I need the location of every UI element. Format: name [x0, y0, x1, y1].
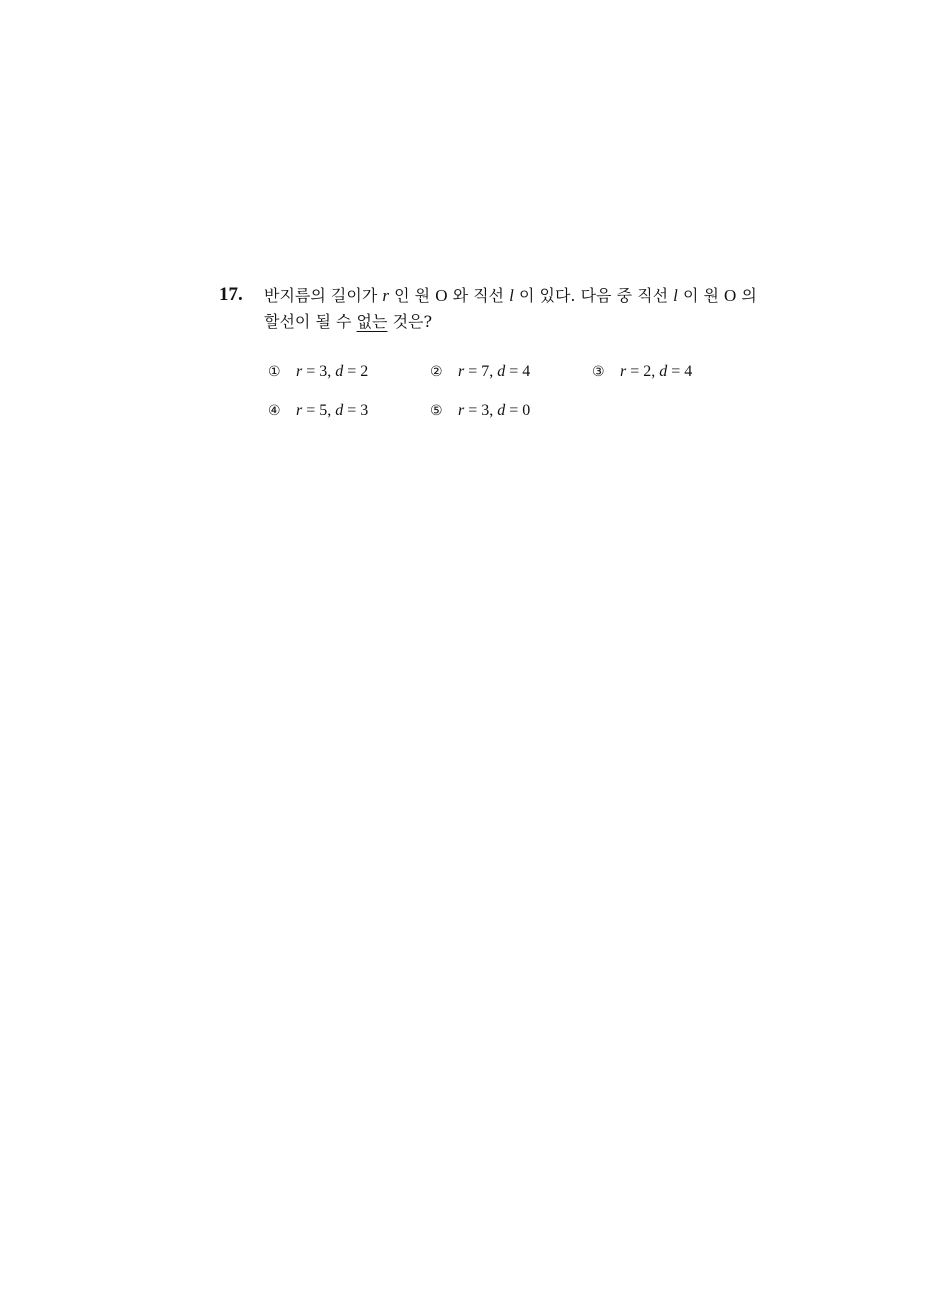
choice-marker: ② — [430, 364, 443, 380]
underlined-keyword: 없는 — [356, 312, 388, 331]
stem-text: 와 직선 — [452, 286, 505, 305]
choice-3[interactable] — [592, 360, 692, 384]
choice-expression: r = 2, d = 4 — [620, 363, 693, 380]
choice-expression: r = 3, d = 2 — [296, 363, 369, 380]
choice-expression: r = 5, d = 3 — [296, 402, 369, 419]
stem-text: 인 원 — [394, 286, 431, 305]
math-l: l — [509, 286, 514, 305]
stem-line-2 — [264, 309, 784, 335]
stem-text: 의 — [741, 286, 757, 305]
math-l: l — [673, 286, 678, 305]
math-r: r — [382, 286, 389, 305]
stem-line-1 — [264, 283, 784, 309]
choice-1[interactable] — [268, 360, 368, 384]
choice-marker: ④ — [268, 403, 281, 419]
choice-4[interactable] — [268, 399, 368, 423]
choice-5[interactable] — [430, 399, 530, 423]
question-stem — [264, 283, 784, 335]
choice-2[interactable] — [430, 360, 530, 384]
math-O: O — [724, 286, 737, 305]
stem-text: 이 있다. 다음 중 직선 — [518, 286, 669, 305]
question-number: 17. — [219, 284, 243, 305]
choice-expression: r = 7, d = 4 — [458, 363, 531, 380]
stem-text: 할선이 될 수 — [264, 312, 352, 331]
math-O: O — [435, 286, 448, 305]
choice-expression: r = 3, d = 0 — [458, 402, 531, 419]
stem-text: 이 원 — [682, 286, 719, 305]
stem-text: 반지름의 길이가 — [264, 286, 378, 305]
choice-marker: ① — [268, 364, 281, 380]
choice-marker: ⑤ — [430, 403, 443, 419]
stem-text: 것은? — [392, 312, 433, 331]
choice-marker: ③ — [592, 364, 605, 380]
